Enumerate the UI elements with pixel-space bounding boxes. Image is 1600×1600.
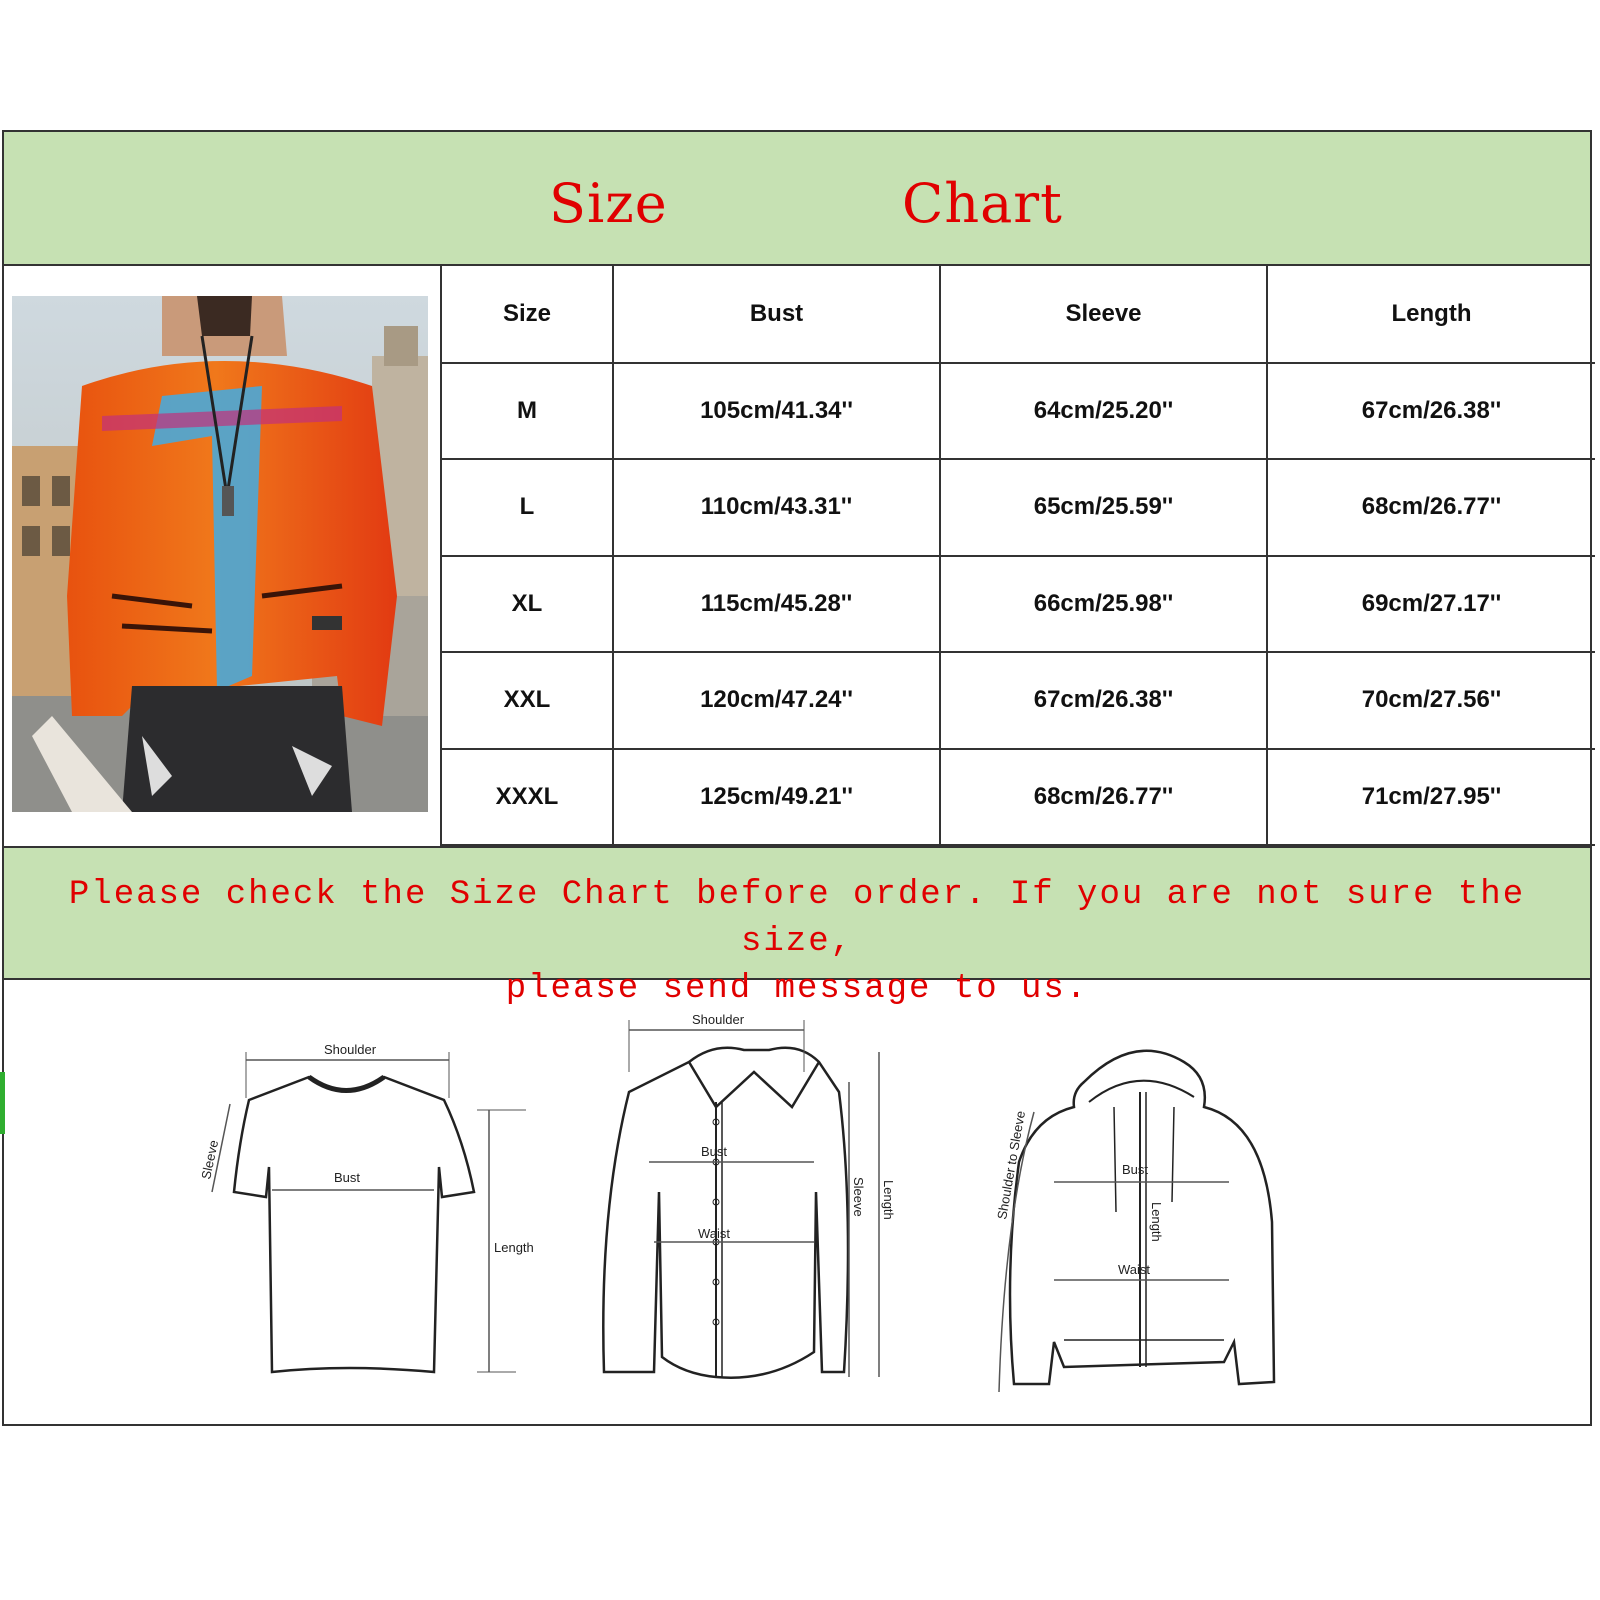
table-cell: 67cm/26.38'' [940,652,1267,749]
tshirt-shoulder-label: Shoulder [324,1042,377,1057]
table-cell: L [441,459,613,556]
column-header: Size [441,266,613,363]
table-row [441,749,1595,846]
table-cell: 105cm/41.34'' [613,363,940,460]
table-cell: 70cm/27.56'' [1267,652,1595,749]
left-edge-mark [0,1072,5,1134]
tshirt-length-label: Length [494,1240,534,1255]
table-cell: XXL [441,652,613,749]
shirt-diagram [604,1012,924,1397]
hoodie-diagram [994,1022,1314,1407]
table-cell: 65cm/25.59'' [940,459,1267,556]
tshirt-diagram [194,1042,534,1387]
table-cell: 69cm/27.17'' [1267,556,1595,653]
shirt-outline [604,1012,924,1392]
shirt-waist-label: Waist [698,1226,731,1241]
hoodie-length-label: Length [1149,1202,1164,1242]
table-row [441,652,1595,749]
table-header-row [441,266,1595,363]
product-photo [12,296,428,812]
shirt-bust-label: Bust [701,1144,728,1159]
hoodie-outline [994,1022,1314,1402]
shirt-sleeve-label: Sleeve [851,1177,866,1217]
tshirt-bust-label: Bust [334,1170,361,1185]
table-row [441,556,1595,653]
size-chart-sheet [2,130,1592,1426]
size-table [440,266,1595,846]
measurement-diagrams [4,982,1590,1426]
hoodie-bust-label: Bust [1122,1162,1149,1177]
tshirt-outline [194,1042,534,1382]
hoodie-waist-label: Waist [1118,1262,1151,1277]
table-cell: 64cm/25.20'' [940,363,1267,460]
column-header: Length [1267,266,1595,363]
table-row [441,363,1595,460]
column-header: Bust [613,266,940,363]
model-wearing-shirt-image [12,296,428,812]
notice-line-2: please send message to us. [505,970,1089,1008]
table-cell: 71cm/27.95'' [1267,749,1595,846]
notice-line-1: Please check the Size Chart before order. If you are not sure the size, [68,876,1526,961]
table-cell: XL [441,556,613,653]
shirt-shoulder-label: Shoulder [692,1012,745,1027]
table-cell: XXXL [441,749,613,846]
table-cell: 66cm/25.98'' [940,556,1267,653]
shirt-length-label: Length [881,1180,896,1220]
table-cell: 125cm/49.21'' [613,749,940,846]
title-word-size: Size [549,172,668,235]
column-header: Sleeve [940,266,1267,363]
title-word-chart: Chart [902,172,1063,235]
table-cell: 115cm/45.28'' [613,556,940,653]
table-cell: 67cm/26.38'' [1267,363,1595,460]
title-banner [4,132,1590,266]
notice-banner [4,846,1590,1008]
table-cell: 110cm/43.31'' [613,459,940,556]
table-row [441,459,1595,556]
table-cell: 68cm/26.77'' [940,749,1267,846]
table-cell: 120cm/47.24'' [613,652,940,749]
hoodie-shoulder-to-sleeve-label: Shoulder to Sleeve [994,1109,1029,1221]
tshirt-sleeve-label: Sleeve [198,1138,222,1181]
table-cell: 68cm/26.77'' [1267,459,1595,556]
table-cell: M [441,363,613,460]
